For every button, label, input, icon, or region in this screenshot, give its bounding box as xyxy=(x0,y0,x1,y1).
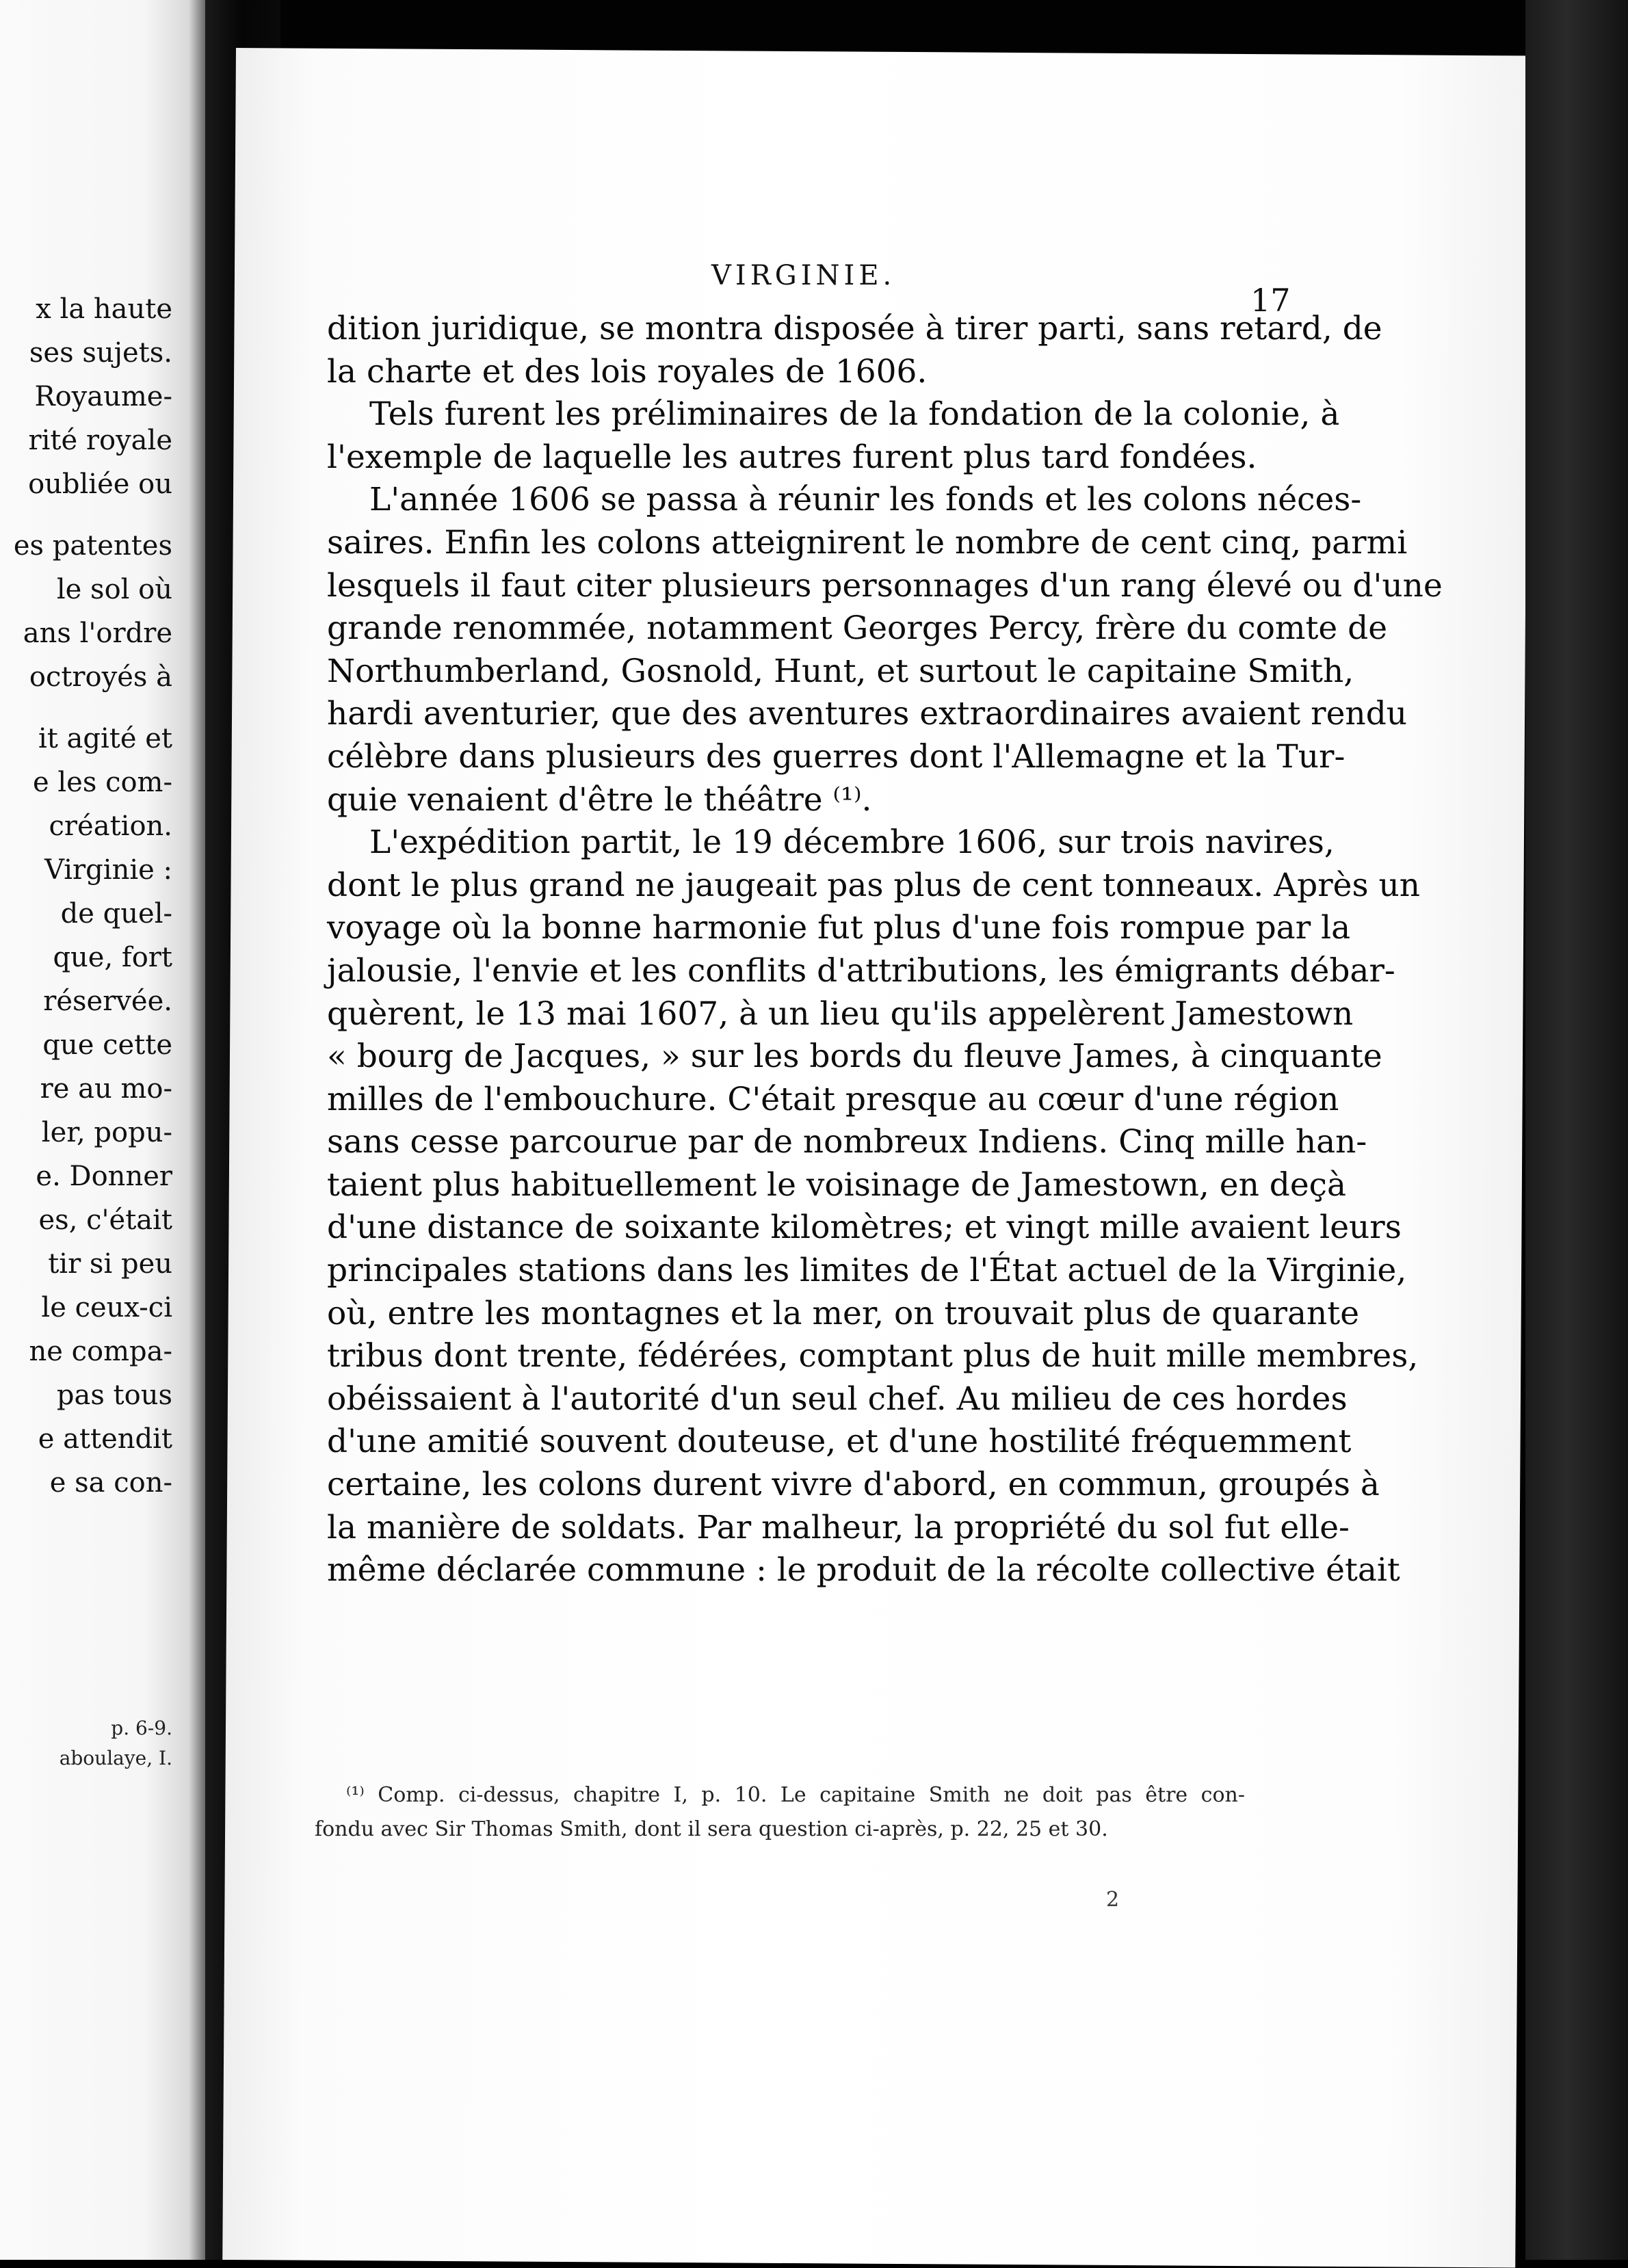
left-line: x la haute xyxy=(36,293,172,325)
left-line: rité royale xyxy=(28,425,172,456)
left-line: ler, popu- xyxy=(41,1117,172,1148)
left-line: ans l'ordre xyxy=(23,618,172,649)
text-line: L'année 1606 se passa à réunir les fonds et les colons néces- xyxy=(369,481,1362,519)
text-line: milles de l'embouchure. C'était presque au cœur d'une région xyxy=(327,1080,1339,1118)
left-line: le ceux-ci xyxy=(41,1292,172,1323)
left-line: que, fort xyxy=(53,942,172,973)
text-line: tribus dont trente, fédérées, comptant plus de huit mille membres, xyxy=(327,1337,1419,1375)
text-line: voyage où la bonne harmonie fut plus d'une fois rompue par la xyxy=(327,909,1351,947)
left-line: es, c'était xyxy=(38,1204,172,1236)
body-text xyxy=(327,308,1443,1592)
left-line: it agité et xyxy=(38,723,172,754)
text-line: la manière de soldats. Par malheur, la propriété du sol fut elle- xyxy=(327,1508,1350,1546)
text-line: L'expédition partit, le 19 décembre 1606, sur trois navires, xyxy=(369,823,1335,862)
left-line: que cette xyxy=(42,1029,172,1061)
left-line: ne compa- xyxy=(29,1336,172,1367)
left-line: e les com- xyxy=(32,767,172,798)
left-line: es patentes xyxy=(13,530,172,562)
left-line: re au mo- xyxy=(40,1073,172,1105)
footnote-line: ⁽¹⁾ Comp. ci-dessus, chapitre I, p. 10. Le capitaine Smith ne doit pas être con- xyxy=(346,1783,1245,1807)
running-head: VIRGINIE. xyxy=(711,260,896,291)
text-line: même déclarée commune : le produit de la récolte collective était xyxy=(327,1551,1400,1590)
text-line: dition juridique, se montra disposée à tirer parti, sans retard, de xyxy=(327,310,1382,347)
left-page-footnotes xyxy=(0,1713,172,1773)
left-line: e sa con- xyxy=(49,1467,172,1499)
text-line: où, entre les montagnes et la mer, on trouvait plus de quarante xyxy=(327,1294,1360,1332)
left-line: réservée. xyxy=(43,986,172,1017)
left-line: de quel- xyxy=(60,898,172,929)
left-page-text xyxy=(0,287,172,1505)
left-line: ses sujets. xyxy=(29,337,172,369)
footnote-line: fondu avec Sir Thomas Smith, dont il sera question ci-après, p. 22, 25 et 30. xyxy=(315,1817,1108,1841)
text-line: obéissaient à l'autorité d'un seul chef. Au milieu de ces hordes xyxy=(327,1380,1348,1418)
text-line: saires. Enfin les colons atteignirent le nombre de cent cinq, parmi xyxy=(327,523,1408,562)
left-line: le sol où xyxy=(56,574,172,605)
left-line: création. xyxy=(49,810,172,842)
text-line: grande renommée, notamment Georges Percy, frère du comte de xyxy=(327,609,1388,648)
text-line: « bourg de Jacques, » sur les bords du fleuve James, à cinquante xyxy=(327,1038,1382,1076)
left-facing-page xyxy=(0,0,205,2260)
text-line: Northumberland, Gosnold, Hunt, et surtout le capitaine Smith, xyxy=(327,652,1354,690)
text-line: principales stations dans les limites de l'État actuel de la Virginie, xyxy=(327,1252,1407,1290)
text-line: hardi aventurier, que des aventures extraordinaires avaient rendu xyxy=(327,695,1408,733)
text-line: certaine, les colons durent vivre d'abord, en commun, groupés à xyxy=(327,1466,1380,1504)
book-edge xyxy=(1525,0,1628,2260)
text-line: dont le plus grand ne jaugeait pas plus de cent tonneaux. Après un xyxy=(327,866,1421,904)
text-line: taient plus habituellement le voisinage de Jamestown, en deçà xyxy=(327,1165,1347,1204)
left-line: pas tous xyxy=(56,1380,172,1411)
text-line: célèbre dans plusieurs des guerres dont l'Allemagne et la Tur- xyxy=(327,737,1345,776)
left-line: Virginie : xyxy=(44,854,172,886)
text-line: jalousie, l'envie et les conflits d'attributions, les émigrants débar- xyxy=(327,951,1395,990)
text-line: d'une amitié souvent douteuse, et d'une hostilité fréquemment xyxy=(327,1423,1352,1461)
text-line: d'une distance de soixante kilomètres; et vingt mille avaient leurs xyxy=(327,1209,1402,1247)
left-line: tir si peu xyxy=(48,1248,172,1280)
left-line: e. Donner xyxy=(36,1161,172,1192)
left-line: octroyés à xyxy=(29,661,172,693)
footnotes xyxy=(315,1778,1245,1847)
left-note-line: p. 6-9. xyxy=(111,1717,172,1739)
text-line: Tels furent les préliminaires de la fondation de la colonie, à xyxy=(369,395,1340,434)
text-line: lesquels il faut citer plusieurs personnages d'un rang élevé ou d'une xyxy=(327,566,1443,605)
signature-mark: 2 xyxy=(1106,1888,1120,1912)
text-line: sans cesse parcourue par de nombreux Indiens. Cinq mille han- xyxy=(327,1123,1367,1161)
left-line: Royaume- xyxy=(34,381,172,412)
text-line: l'exemple de laquelle les autres furent plus tard fondées. xyxy=(327,438,1257,476)
text-line: quèrent, le 13 mai 1607, à un lieu qu'ils appelèrent Jamestown xyxy=(327,994,1354,1033)
page-number: 17 xyxy=(1250,282,1291,319)
left-note-line: aboulaye, I. xyxy=(59,1747,172,1769)
left-line: oubliée ou xyxy=(28,469,172,500)
left-line: e attendit xyxy=(38,1423,172,1455)
text-line: la charte et des lois royales de 1606. xyxy=(327,352,928,391)
text-line: quie venaient d'être le théâtre ⁽¹⁾. xyxy=(327,780,872,819)
